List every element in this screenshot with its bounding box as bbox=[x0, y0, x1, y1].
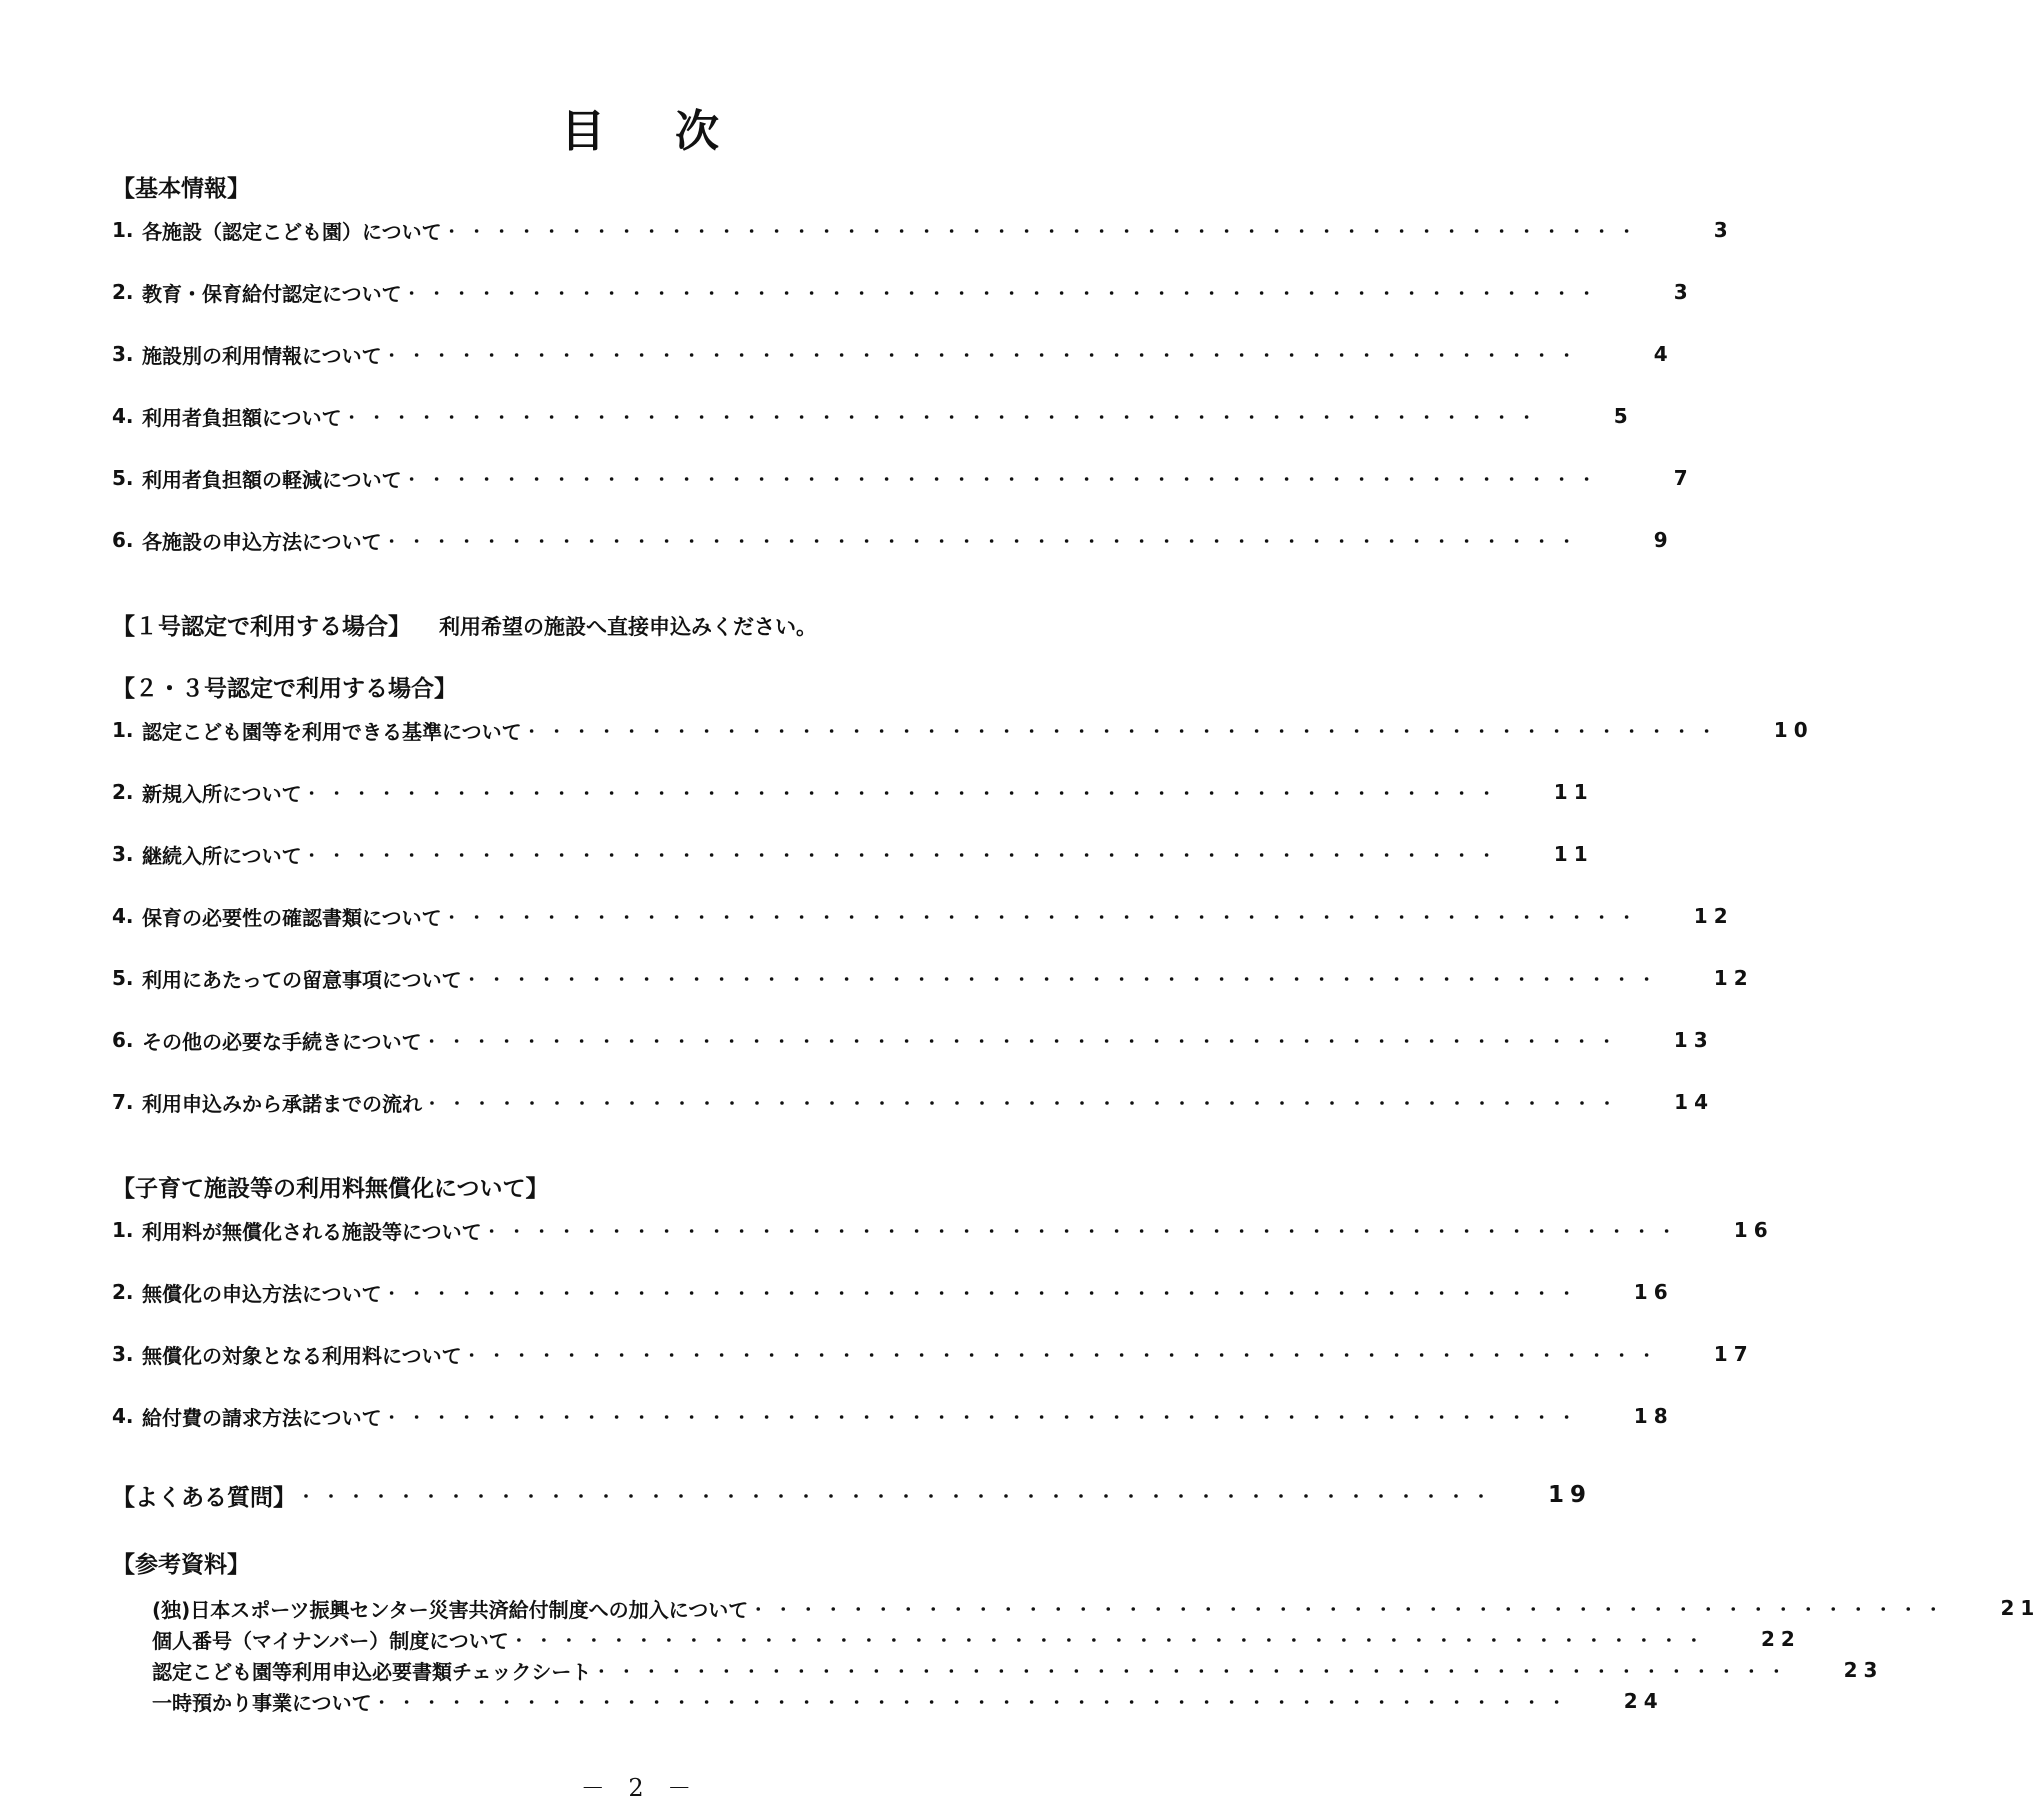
toc-entry-page: 13 bbox=[1673, 1028, 1714, 1052]
dot-leader: ・・・・・・・・・・・・・・・・・・・・・・・・・・・・・・・・・・・・・・・・・・・・・・・・ bbox=[383, 531, 1584, 551]
toc-entry-page: 5 bbox=[1613, 404, 1634, 428]
toc-entry-number: 4. bbox=[112, 1404, 134, 1428]
toc-entry-page: 21 bbox=[2000, 1596, 2040, 1620]
toc-entry-number: 1. bbox=[112, 718, 134, 742]
toc-entry-number: 1. bbox=[112, 1218, 134, 1242]
toc-entry-number: 3. bbox=[112, 1342, 134, 1366]
dot-leader: ・・・・・・・・・・・・・・・・・・・・・・・・・・・・・・・・・・・・・・・・・・・・・・・・ bbox=[463, 969, 1664, 989]
toc-entry[interactable] bbox=[112, 1024, 1714, 1056]
dot-leader: ・・・・・・・・・・・・・・・・・・・・・・・・・・・・・・・・・・・・・・・・・・・・・・・・ bbox=[523, 721, 1724, 741]
toc-entry-page: 12 bbox=[1713, 966, 1754, 990]
section-heading-basic: 【基本情報】 bbox=[112, 176, 250, 202]
toc-entry-page: 11 bbox=[1553, 780, 1594, 804]
toc-entry-page: 17 bbox=[1713, 1342, 1754, 1366]
toc-entry-label: 継続入所について bbox=[142, 843, 302, 868]
toc-entry[interactable] bbox=[112, 1276, 1674, 1308]
dot-leader: ・・・・・・・・・・・・・・・・・・・・・・・・・・・・・・・・・・・・・・・・・・・・・・・・ bbox=[343, 407, 1544, 427]
section-heading-type23: 【２・３号認定で利用する場合】 bbox=[112, 676, 457, 702]
toc-entry-label: 施設別の利用情報について bbox=[142, 343, 382, 368]
toc-entry-label: 利用にあたっての留意事項について bbox=[142, 967, 462, 992]
toc-entry-label: 認定こども園等利用申込必要書類チェックシート bbox=[152, 1659, 592, 1684]
toc-entry-label: 【よくある質問】 bbox=[112, 1484, 296, 1511]
dot-leader: ・・・・・・・・・・・・・・・・・・・・・・・・・・・・・・・・・・・・・・・・・・・・・・・・ bbox=[424, 1093, 1625, 1113]
dot-leader: ・・・・・・・・・・・・・・・・・・・・・・・・・・・・・・・・・・・・・・・・・・・・・・・・ bbox=[303, 845, 1504, 865]
dot-leader: ・・・・・・・・・・・・・・・・・・・・・・・・・・・・・・・・・・・・・・・・・・・・・・・・ bbox=[403, 283, 1604, 303]
toc-entry-page: 16 bbox=[1733, 1218, 1774, 1242]
toc-entry-label: 利用者負担額について bbox=[142, 405, 342, 430]
toc-entry-page: 9 bbox=[1653, 528, 1674, 552]
toc-entry-number: 6. bbox=[112, 1028, 134, 1052]
toc-entry[interactable] bbox=[112, 214, 1734, 246]
toc-entry-label: 無償化の申込方法について bbox=[142, 1281, 382, 1306]
toc-entry[interactable] bbox=[112, 962, 1754, 994]
toc-entry[interactable] bbox=[152, 1624, 1801, 1654]
toc-entry-faq[interactable] bbox=[112, 1479, 1593, 1511]
toc-entry-number: 5. bbox=[112, 966, 134, 990]
toc-entry-label: 保育の必要性の確認書類について bbox=[142, 905, 442, 930]
toc-entry-number: 1. bbox=[112, 218, 134, 242]
toc-entry-page: 11 bbox=[1553, 842, 1594, 866]
toc-entry-label: 各施設の申込方法について bbox=[142, 529, 382, 554]
toc-entry[interactable] bbox=[112, 524, 1674, 556]
toc-entry-label: その他の必要な手続きについて bbox=[142, 1029, 422, 1054]
toc-entry-page: 18 bbox=[1633, 1404, 1674, 1428]
toc-entry-label: 各施設（認定こども園）について bbox=[142, 219, 442, 244]
toc-entry-page: 3 bbox=[1673, 280, 1694, 304]
toc-entry[interactable] bbox=[112, 400, 1634, 432]
dot-leader: ・・・・・・・・・・・・・・・・・・・・・・・・・・・・・・・・・・・・・・・・・・・・・・・・ bbox=[750, 1599, 1951, 1619]
section-note: 利用希望の施設へ直接申込みください。 bbox=[439, 615, 817, 639]
toc-entry-label: 給付費の請求方法について bbox=[142, 1405, 382, 1430]
toc-entry-page: 10 bbox=[1773, 718, 1814, 742]
section-heading-type1-label: 【１号認定で利用する場合】 bbox=[112, 614, 411, 640]
toc-entry-number: 2. bbox=[112, 280, 134, 304]
dot-leader: ・・・・・・・・・・・・・・・・・・・・・・・・・・・・・・・・・・・・・・・・・・・・・・・・ bbox=[593, 1661, 1794, 1681]
dot-leader: ・・・・・・・・・・・・・・・・・・・・・・・・・・・・・・・・・・・・・・・・・・・・・・・・ bbox=[383, 1283, 1584, 1303]
toc-entry-page: 19 bbox=[1548, 1482, 1593, 1508]
toc-entry[interactable] bbox=[152, 1686, 1664, 1716]
toc-entry-number: 4. bbox=[112, 404, 134, 428]
section-heading-free: 【子育て施設等の利用料無償化について】 bbox=[112, 1176, 549, 1202]
toc-entry-number: 2. bbox=[112, 780, 134, 804]
toc-entry-label: 新規入所について bbox=[142, 781, 302, 806]
toc-entry-number: 7. bbox=[112, 1090, 134, 1114]
toc-entry-number: 6. bbox=[112, 528, 134, 552]
toc-entry-page: 7 bbox=[1673, 466, 1694, 490]
toc-entry[interactable] bbox=[112, 1338, 1754, 1370]
toc-entry-label: 個人番号（マイナンバー）制度について bbox=[152, 1628, 509, 1653]
dot-leader: ・・・・・・・・・・・・・・・・・・・・・・・・・・・・・・・・・・・・・・・・・・・・・・・・ bbox=[443, 907, 1644, 927]
toc-entry[interactable] bbox=[112, 338, 1674, 370]
toc-entry-number: 3. bbox=[112, 842, 134, 866]
dot-leader: ・・・・・・・・・・・・・・・・・・・・・・・・・・・・・・・・・・・・・・・・・・・・・・・・ bbox=[303, 783, 1504, 803]
dot-leader: ・・・・・・・・・・・・・・・・・・・・・・・・・・・・・・・・・・・・・・・・・・・・・・・・ bbox=[423, 1031, 1624, 1051]
toc-entry[interactable] bbox=[112, 1086, 1715, 1118]
toc-entry[interactable] bbox=[112, 1400, 1674, 1432]
toc-entry-page: 4 bbox=[1653, 342, 1674, 366]
toc-entry-label: 無償化の対象となる利用料について bbox=[142, 1343, 462, 1368]
page-number: － 2 － bbox=[580, 1774, 700, 1802]
dot-leader: ・・・・・・・・・・・・・・・・・・・・・・・・・・・・・・・・・・・・・・・・・・・・・・・・ bbox=[373, 1692, 1574, 1712]
toc-entry-label: 一時預かり事業について bbox=[152, 1690, 372, 1715]
toc-entry[interactable] bbox=[112, 1214, 1774, 1246]
toc-entry-page: 12 bbox=[1693, 904, 1734, 928]
toc-entry-page: 24 bbox=[1623, 1689, 1664, 1713]
toc-entry-label: 認定こども園等を利用できる基準について bbox=[142, 719, 522, 744]
toc-entry-page: 14 bbox=[1674, 1090, 1715, 1114]
toc-entry-page: 23 bbox=[1843, 1658, 1884, 1682]
section-heading-refs: 【参考資料】 bbox=[112, 1552, 250, 1578]
dot-leader: ・・・・・・・・・・・・・・・・・・・・・・・・・・・・・・・・・・・・・・・・・・・・・・・・ bbox=[483, 1221, 1684, 1241]
toc-entry-number: 2. bbox=[112, 1280, 134, 1304]
toc-entry-label: 利用者負担額の軽減について bbox=[142, 467, 402, 492]
toc-entry-number: 4. bbox=[112, 904, 134, 928]
toc-entry[interactable] bbox=[112, 462, 1694, 494]
section-heading-type1 bbox=[112, 608, 817, 641]
dot-leader: ・・・・・・・・・・・・・・・・・・・・・・・・・・・・・・・・・・・・・・・・・・・・・・・・ bbox=[510, 1630, 1711, 1650]
dot-leader: ・・・・・・・・・・・・・・・・・・・・・・・・・・・・・・・・・・・・・・・・・・・・・・・・ bbox=[298, 1486, 1499, 1506]
toc-entry[interactable] bbox=[152, 1593, 2040, 1623]
toc-entry-label: 教育・保育給付認定について bbox=[142, 281, 402, 306]
dot-leader: ・・・・・・・・・・・・・・・・・・・・・・・・・・・・・・・・・・・・・・・・・・・・・・・・ bbox=[383, 345, 1584, 365]
toc-entry[interactable] bbox=[112, 776, 1594, 808]
toc-entry[interactable] bbox=[112, 276, 1694, 308]
toc-entry-page: 22 bbox=[1760, 1627, 1801, 1651]
toc-entry[interactable] bbox=[112, 838, 1594, 870]
page-title: 目次 bbox=[561, 106, 789, 157]
toc-entry-label: 利用料が無償化される施設等について bbox=[142, 1219, 482, 1244]
toc-entry-label: 利用申込みから承諾までの流れ bbox=[142, 1091, 422, 1116]
toc-entry-number: 5. bbox=[112, 466, 134, 490]
dot-leader: ・・・・・・・・・・・・・・・・・・・・・・・・・・・・・・・・・・・・・・・・・・・・・・・・ bbox=[443, 221, 1644, 241]
toc-entry-number: 3. bbox=[112, 342, 134, 366]
dot-leader: ・・・・・・・・・・・・・・・・・・・・・・・・・・・・・・・・・・・・・・・・・・・・・・・・ bbox=[383, 1407, 1584, 1427]
toc-entry-page: 3 bbox=[1713, 218, 1734, 242]
dot-leader: ・・・・・・・・・・・・・・・・・・・・・・・・・・・・・・・・・・・・・・・・・・・・・・・・ bbox=[403, 469, 1604, 489]
toc-entry-label: (独)日本スポーツ振興センター災害共済給付制度への加入について bbox=[152, 1597, 749, 1622]
toc-entry[interactable] bbox=[112, 900, 1734, 932]
toc-entry[interactable] bbox=[152, 1655, 1884, 1685]
toc-entry[interactable] bbox=[112, 714, 1814, 746]
dot-leader: ・・・・・・・・・・・・・・・・・・・・・・・・・・・・・・・・・・・・・・・・・・・・・・・・ bbox=[463, 1345, 1664, 1365]
toc-entry-page: 16 bbox=[1633, 1280, 1674, 1304]
